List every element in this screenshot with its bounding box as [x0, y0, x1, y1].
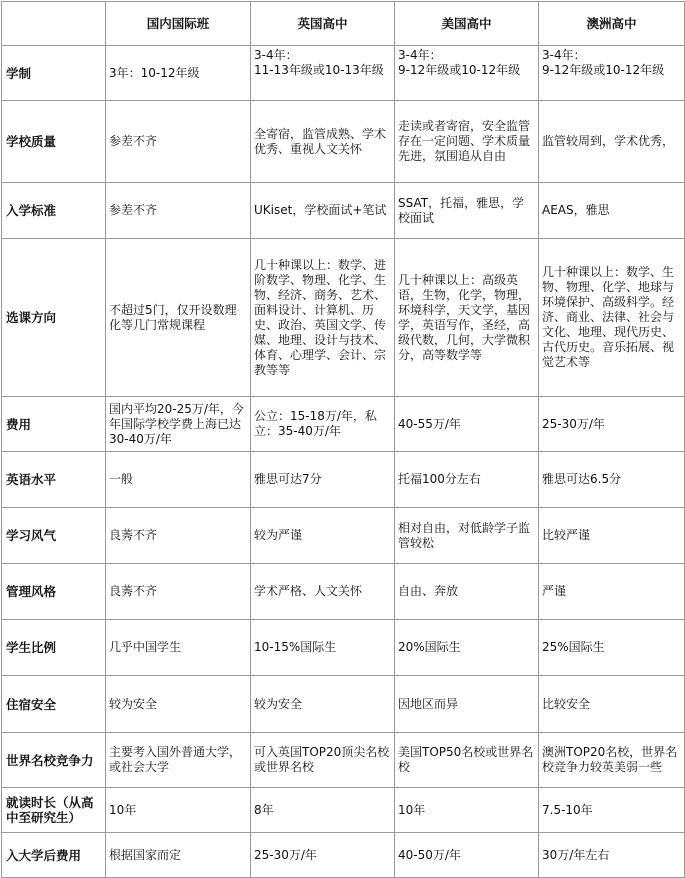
- table-cell: 8年: [251, 788, 395, 833]
- table-cell: 一般: [106, 452, 251, 508]
- table-cell: 参差不齐: [106, 183, 251, 239]
- table-cell: 3-4年： 11-13年级或10-13年级: [251, 46, 395, 101]
- row-label: 入大学后费用: [2, 833, 106, 878]
- table-cell: 7.5-10年: [539, 788, 685, 833]
- header-us: 美国高中: [395, 2, 539, 46]
- table-cell: 严谨: [539, 564, 685, 620]
- table-row: [2, 46, 685, 101]
- table-row: [2, 397, 685, 452]
- table-cell: 澳洲TOP20名校，世界名校竞争力较英美弱一些: [539, 733, 685, 788]
- table-row: [2, 676, 685, 733]
- table-cell: 自由、奔放: [395, 564, 539, 620]
- table-cell: 3年：10-12年级: [106, 46, 251, 101]
- table-cell: 托福100分左右: [395, 452, 539, 508]
- table-cell: 40-55万/年: [395, 397, 539, 452]
- table-cell: 25%国际生: [539, 620, 685, 676]
- row-label: 就读时长（从高中至研究生）: [2, 788, 106, 833]
- table-cell: 3-4年： 9-12年级或10-12年级: [395, 46, 539, 101]
- row-label: 选课方向: [2, 239, 106, 397]
- table-cell: 全寄宿，监管成熟、学术优秀、重视人文关怀: [251, 101, 395, 183]
- table-cell: 参差不齐: [106, 101, 251, 183]
- table-cell: 较为严谨: [251, 508, 395, 564]
- row-label: 学习风气: [2, 508, 106, 564]
- header-row: [2, 2, 685, 46]
- table-row: [2, 183, 685, 239]
- header-au: 澳洲高中: [539, 2, 685, 46]
- table-cell: 几十种课以上：数学、生物、物理、化学、地球与环境保护、高级科学。经济、商业、法律、社会与文化、地理、现代历史、古代历史。音乐拓展、视觉艺术等: [539, 239, 685, 397]
- table-cell: 良莠不齐: [106, 508, 251, 564]
- row-label: 世界名校竞争力: [2, 733, 106, 788]
- table-row: [2, 508, 685, 564]
- table-cell: SSAT，托福，雅思，学校面试: [395, 183, 539, 239]
- row-label: 学制: [2, 46, 106, 101]
- table-cell: 40-50万/年: [395, 833, 539, 878]
- row-label: 英语水平: [2, 452, 106, 508]
- table-cell: 比较安全: [539, 676, 685, 733]
- table-cell: 主要考入国外普通大学，或社会大学: [106, 733, 251, 788]
- table-cell: 监管较周到，学术优秀，: [539, 101, 685, 183]
- header-uk: 英国高中: [251, 2, 395, 46]
- row-label: 费用: [2, 397, 106, 452]
- table-cell: 雅思可达6.5分: [539, 452, 685, 508]
- table-cell: 25-30万/年: [539, 397, 685, 452]
- table-cell: 较为安全: [251, 676, 395, 733]
- table-cell: 10年: [395, 788, 539, 833]
- table-row: [2, 452, 685, 508]
- row-label: 学生比例: [2, 620, 106, 676]
- table-row: [2, 564, 685, 620]
- table-cell: 比较严谨: [539, 508, 685, 564]
- table-cell: 根据国家而定: [106, 833, 251, 878]
- table-row: [2, 620, 685, 676]
- table-cell: 30万/年左右: [539, 833, 685, 878]
- table-cell: 相对自由，对低龄学子监管较松: [395, 508, 539, 564]
- table-cell: UKiset，学校面试+笔试: [251, 183, 395, 239]
- table-cell: 几十种课以上：数学、进阶数学、物理、化学、生物、经济、商务、艺术、面料设计、计算机、历史、政治、英国文学、传媒、地理、设计与技术、体育、心理学、会计、宗教等等: [251, 239, 395, 397]
- comparison-table: [1, 1, 685, 878]
- table-cell: 20%国际生: [395, 620, 539, 676]
- header-domestic: 国内国际班: [106, 2, 251, 46]
- table-cell: 国内平均20-25万/年，今年国际学校学费上海已达30-40万/年: [106, 397, 251, 452]
- table-cell: 10-15%国际生: [251, 620, 395, 676]
- table-row: [2, 101, 685, 183]
- table-cell: 几十种课以上：高级英语，生物，化学，物理，环境科学，天文学，基因学，英语写作，圣经，高级代数，几何，大学微积分，高等数学等: [395, 239, 539, 397]
- row-label: 入学标准: [2, 183, 106, 239]
- table-row: [2, 733, 685, 788]
- table-cell: 公立：15-18万/年，私立：35-40万/年: [251, 397, 395, 452]
- table-cell: 10年: [106, 788, 251, 833]
- table-cell: 3-4年： 9-12年级或10-12年级: [539, 46, 685, 101]
- table-row: [2, 239, 685, 397]
- row-label: 管理风格: [2, 564, 106, 620]
- table-cell: 较为安全: [106, 676, 251, 733]
- table-cell: 雅思可达7分: [251, 452, 395, 508]
- table-cell: 因地区而异: [395, 676, 539, 733]
- row-label: 住宿安全: [2, 676, 106, 733]
- header-corner: [2, 2, 106, 46]
- table-row: [2, 833, 685, 878]
- table-cell: 良莠不齐: [106, 564, 251, 620]
- table-row: [2, 788, 685, 833]
- table-cell: 走读或者寄宿，安全监管存在一定问题、学术质量先进，氛围追从自由: [395, 101, 539, 183]
- row-label: 学校质量: [2, 101, 106, 183]
- table-cell: 学术严格、人文关怀: [251, 564, 395, 620]
- table-cell: 美国TOP50名校或世界名校: [395, 733, 539, 788]
- table-cell: 25-30万/年: [251, 833, 395, 878]
- table-cell: 几乎中国学生: [106, 620, 251, 676]
- table-cell: 可入英国TOP20顶尖名校或世界名校: [251, 733, 395, 788]
- table-cell: AEAS，雅思: [539, 183, 685, 239]
- table-cell: 不超过5门，仅开设数理化等几门常规课程: [106, 239, 251, 397]
